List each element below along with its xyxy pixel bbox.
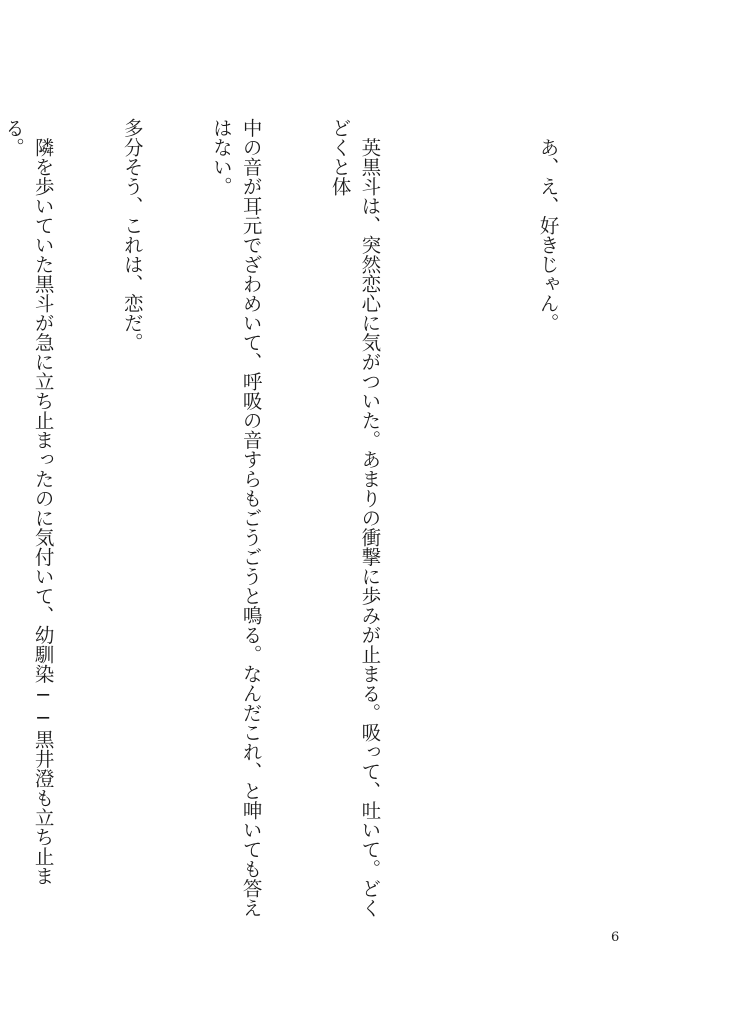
text-line: 英黒斗は、突然恋心に気がついた。あまりの衝撃に歩みが止まる。吸って、吐いて。どくどくと体	[328, 118, 382, 918]
text-line: 中の音が耳元でざわめいて、呼吸の音すらもごうごうと鳴る。なんだこれ、と呻いても答えはない。	[209, 118, 263, 918]
vertical-text-body	[0, 118, 622, 918]
blank-line	[444, 118, 474, 918]
page-number: 6	[611, 930, 620, 945]
text-line: 多分そう、これは、恋だ。	[120, 118, 144, 352]
text-line: 隣を歩いていた黒斗が急に立ち止まったのに気付いて、幼馴染──黒井澄も立ち止まる。	[1, 118, 55, 886]
text-line: あ、え、好きじゃん。	[536, 118, 560, 333]
